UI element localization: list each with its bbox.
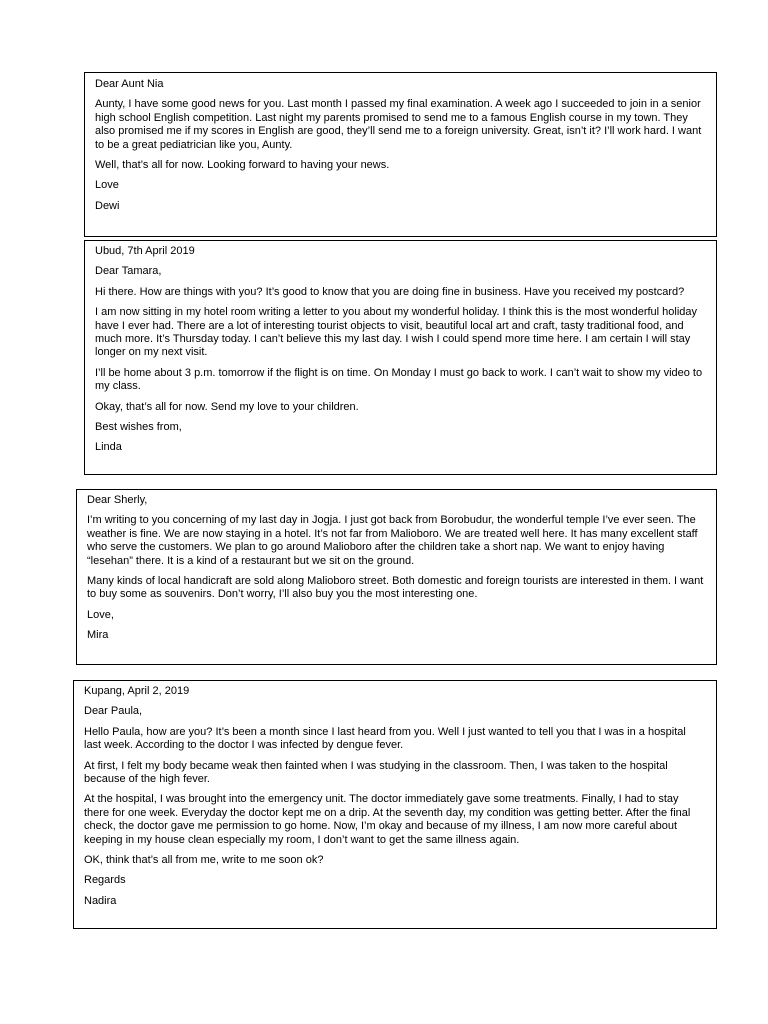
- closing: Regards: [84, 874, 126, 887]
- letter-date: Ubud, 7th April 2019: [95, 245, 195, 257]
- letter-box: [84, 240, 717, 475]
- salutation: Dear Paula,: [84, 705, 143, 718]
- body-paragraph: Aunty, I have some good news for you. Last month I passed my final examination. A week ago I succeeded to join in a senior high school English competition. Last night my parents promised to send me to a famous English course in my town. They also promised me if my scores in English are good, they’ll send me to a foreign university. Great, isn’t it? I’ll work hard. I want to be a great pediatrician like you, Aunty.: [95, 98, 705, 151]
- letter-box: [84, 72, 717, 237]
- body-paragraph: At first, I felt my body became weak then fainted when I was studying in the classroom. Then, I was taken to the hospital because of the high fever.: [84, 759, 671, 786]
- signature: Dewi: [95, 199, 120, 212]
- body-paragraph: Many kinds of local handicraft are sold along Malioboro street. Both domestic and foreign tourists are interested in them. I want to buy some as souvenirs. Don’t worry, I’ll also buy you the most interesting one.: [87, 575, 707, 601]
- body-paragraph: Hello Paula, how are you? It’s been a month since I last heard from you. Well I just wanted to tell you that I was in a hospital last week. According to the doctor I was infected by dengue fever.: [84, 725, 689, 752]
- salutation: Dear Aunt Nia: [95, 78, 164, 90]
- closing: Love: [95, 179, 119, 192]
- signature: Nadira: [84, 894, 117, 907]
- salutation: Dear Sherly,: [87, 494, 148, 506]
- closing: Love,: [87, 608, 114, 621]
- signature: Mira: [87, 629, 109, 642]
- letter-box: [73, 680, 717, 929]
- body-paragraph: At the hospital, I was brought into the emergency unit. The doctor immediately gave some treatments. Finally, I had to stay there for one week. Everyday the doctor kept me on a drip. At the seventh day, my condition was getting better. After the final check, the doctor gave me permission to go home. Now, I’m okay and because of my illness, I am now more careful about keeping in my house clean especially my room, I don’t want to get the same illness again.: [84, 793, 694, 846]
- signature: Linda: [95, 441, 122, 454]
- body-paragraph: I’ll be home about 3 p.m. tomorrow if the flight is on time. On Monday I must go back to work. I can’t wait to show my video to my class.: [95, 366, 706, 393]
- closing: Best wishes from,: [95, 421, 182, 434]
- body-paragraph: I’m writing to you concerning of my last day in Jogja. I just got back from Borobudur, the wonderful temple I’ve ever seen. The weather is fine. We are now staying in a hotel. It’s not far from Malioboro. We are treated well here. It has many excellent staff who serve the customers. We plan to go around Malioboro after the children take a short nap. We want to enjoy having “lesehan” there. It is a kind of a restaurant but we sit on the ground.: [87, 514, 701, 567]
- body-paragraph: Okay, that’s all for now. Send my love to your children.: [95, 400, 359, 413]
- body-paragraph: Hi there. How are things with you? It’s good to know that you are doing fine in business. Have you received my postcard?: [95, 285, 685, 298]
- body-paragraph: OK, think that’s all from me, write to me soon ok?: [84, 854, 324, 867]
- body-paragraph: Well, that’s all for now. Looking forward to having your news.: [95, 159, 390, 172]
- letter-box: [76, 489, 717, 665]
- salutation: Dear Tamara,: [95, 265, 162, 278]
- letter-date: Kupang, April 2, 2019: [84, 685, 190, 697]
- body-paragraph: I am now sitting in my hotel room writing a letter to you about my wonderful holiday. I think this is the most wonderful holiday have I ever had. There are a lot of interesting tourist objects to visit, beautiful local art and craft, tasty traditional food, and much more. It’s Thursday today. I can’t believe this my last day. I wish I could spend more time here. I am certain I will stay longer on my next visit.: [95, 306, 701, 359]
